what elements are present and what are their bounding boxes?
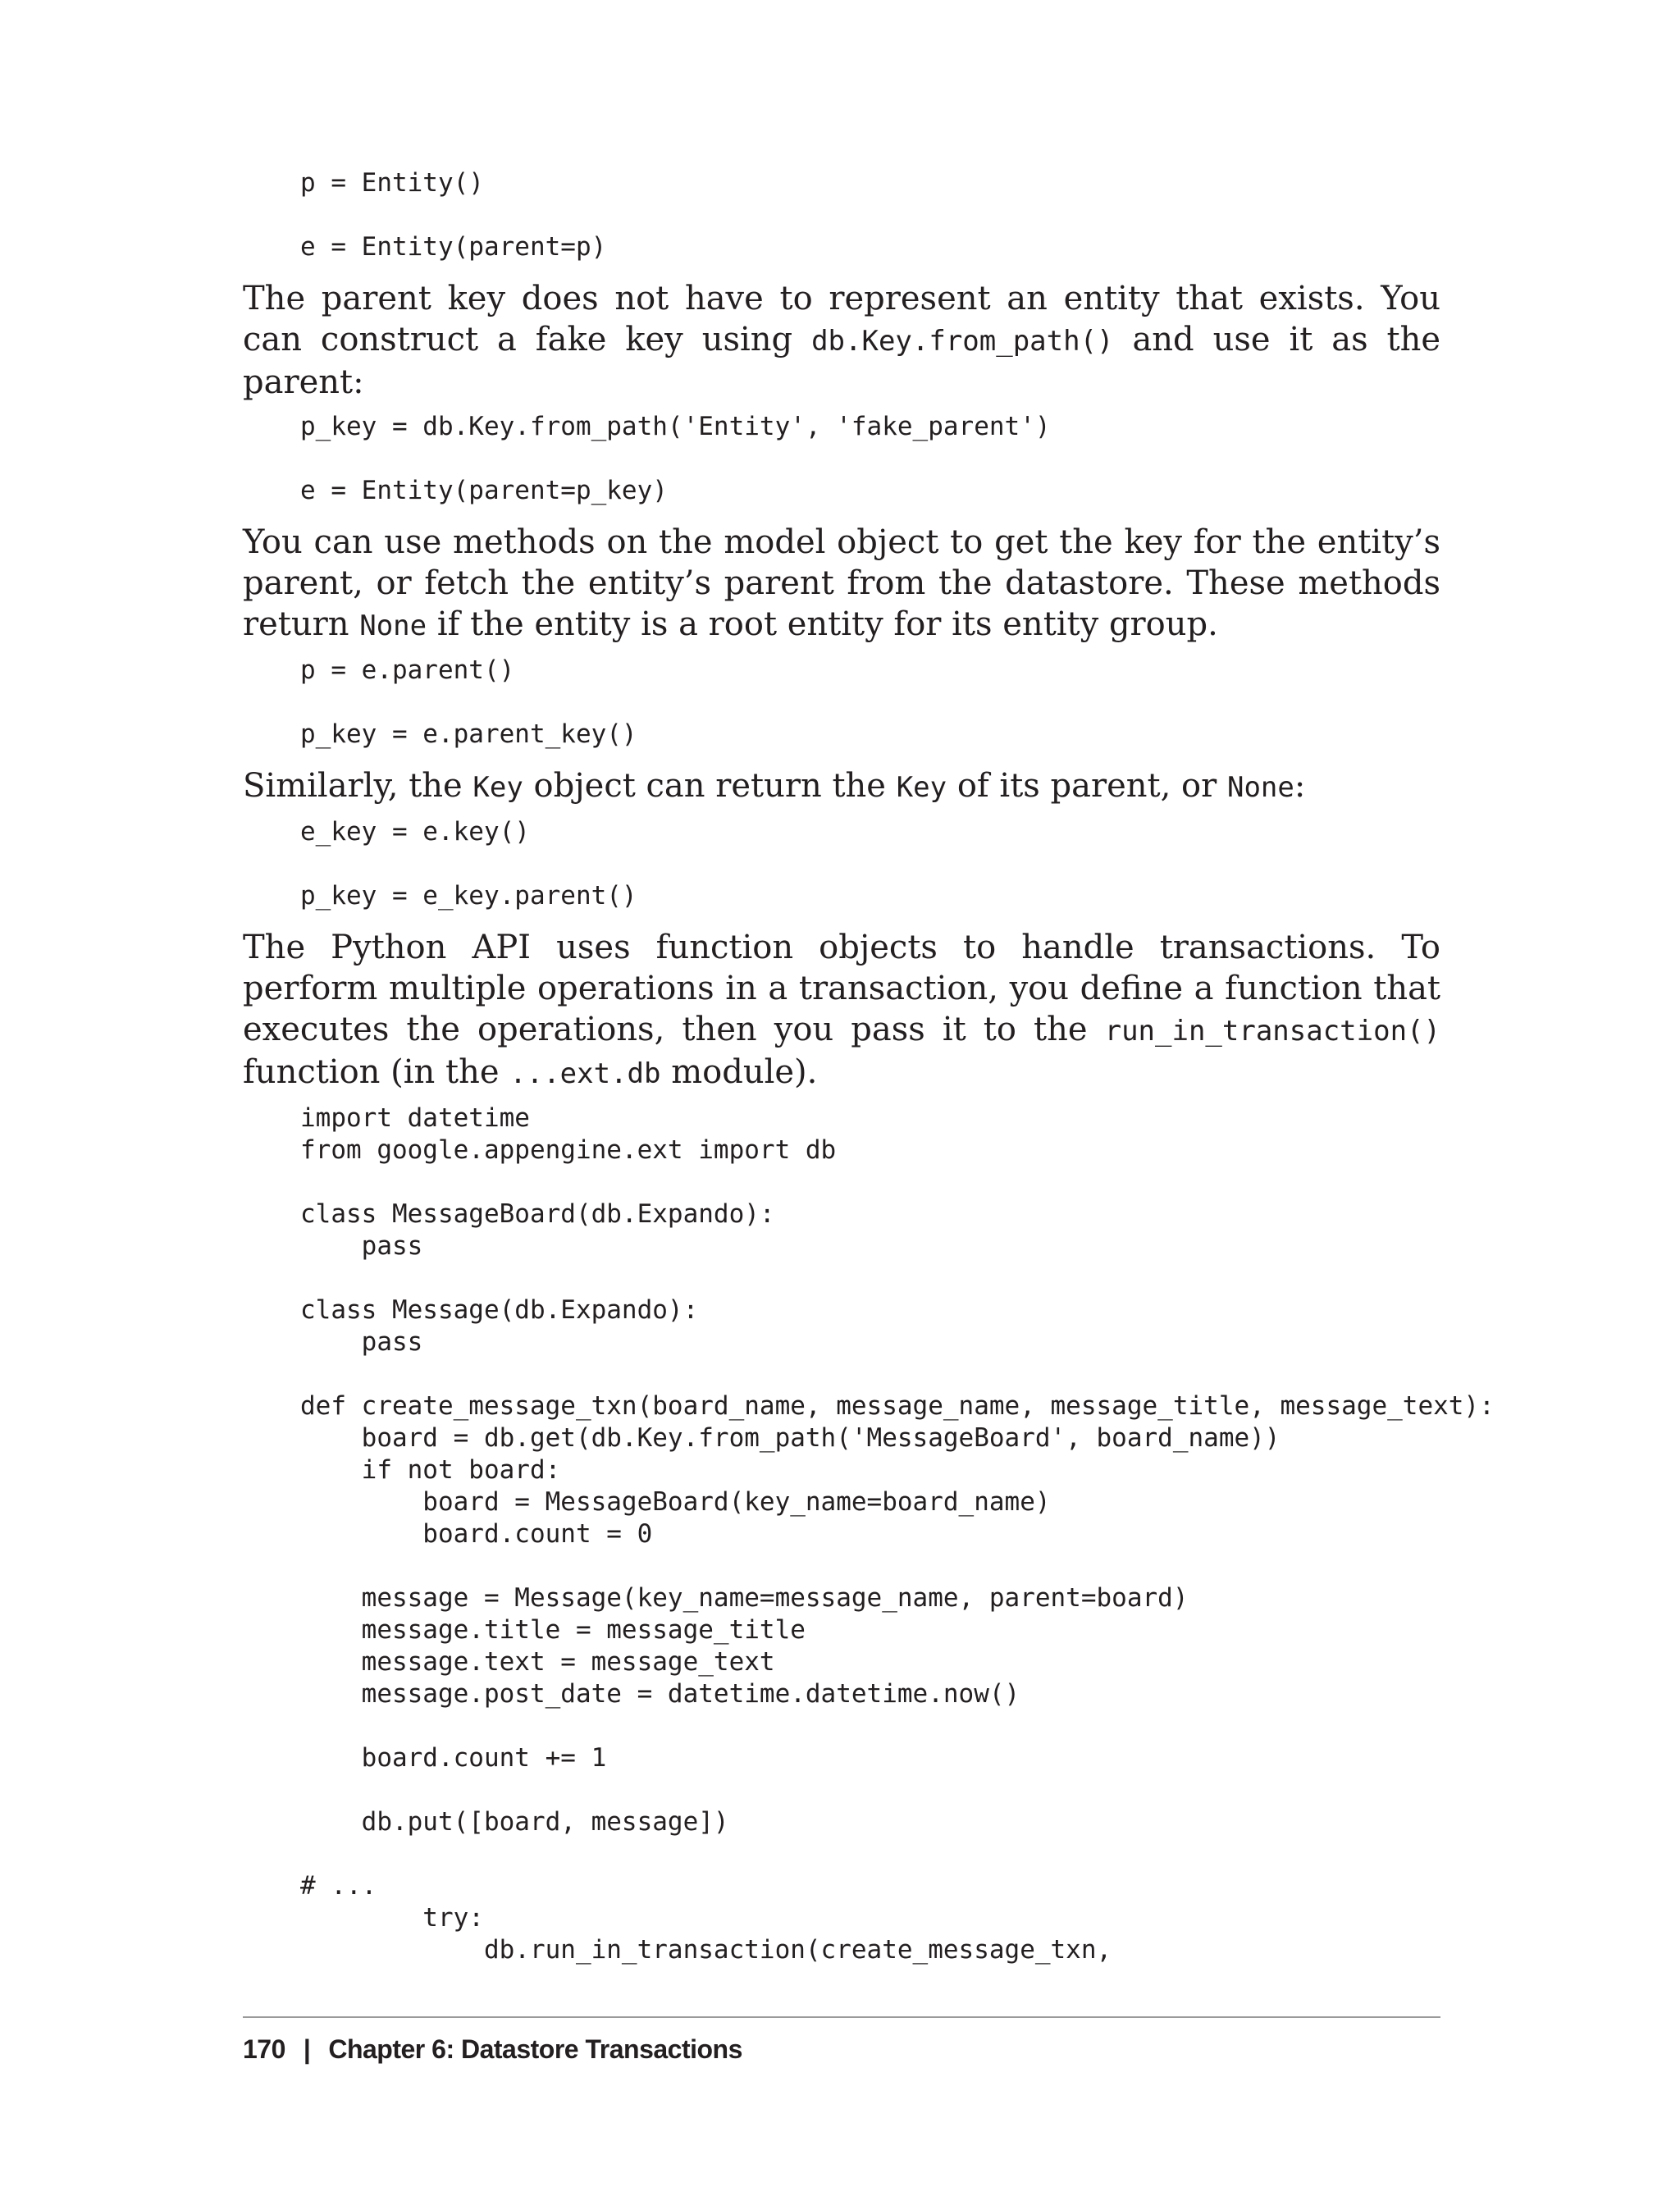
code-line: pass (300, 1327, 423, 1357)
code-line (300, 1166, 1440, 1198)
code-line: try: (300, 1903, 484, 1933)
code-line: e_key = e.key() (300, 817, 530, 847)
inline-code: ...ext.db (509, 1057, 661, 1090)
code-line (300, 848, 1440, 880)
code-line: message = Message(key_name=message_name, parent=board) (300, 1583, 1189, 1613)
code-line: def create_message_txn(board_name, message_name, message_title, message_text): (300, 1391, 1495, 1421)
inline-code: None (359, 609, 427, 642)
code-block-message-board (300, 1102, 1495, 1966)
inline-code: db.Key.from_path() (811, 325, 1114, 358)
code-line (300, 1262, 1440, 1294)
code-line: board = db.get(db.Key.from_path('MessageBoard', board_name)) (300, 1423, 1281, 1453)
code-line: message.text = message_text (300, 1647, 775, 1677)
code-line: board.count += 1 (300, 1743, 607, 1773)
footer-text (243, 2034, 1440, 2065)
code-line (300, 687, 1440, 719)
code-line: # ... (300, 1871, 377, 1901)
footer-separator: | (303, 2034, 311, 2064)
footer-divider (243, 2016, 1440, 2018)
code-block-fake-parent (300, 411, 1440, 507)
code-line: board = MessageBoard(key_name=board_name) (300, 1487, 1051, 1517)
paragraph-transactions: The Python API uses function objects to handle transactions. To perform multiple operations in a transaction, you define a function that executes the operations, then you pass it to the run_in_transaction() function (in the ...ext.db module). (243, 929, 1440, 1091)
code-block-entity-parent (300, 167, 1440, 263)
inline-code: None (1226, 771, 1294, 804)
inline-code: Key (472, 771, 523, 804)
code-line: p_key = e.parent_key() (300, 719, 637, 749)
code-block-parent-calls (300, 655, 1440, 751)
paragraph-fake-parent-key: The parent key does not have to represent an entity that exists. You can construct a fake key using db.Key.from_path() and use it as the parent: (243, 280, 1441, 401)
code-line: board.count = 0 (300, 1519, 653, 1549)
code-line: class MessageBoard(db.Expando): (300, 1199, 775, 1229)
code-line: p_key = e_key.parent() (300, 881, 637, 911)
paragraph-key-parent: Similarly, the Key object can return the Key of its parent, or None: (243, 767, 1306, 805)
inline-code: run_in_transaction() (1104, 1015, 1440, 1048)
chapter-title: Chapter 6: Datastore Transactions (328, 2034, 742, 2064)
code-line: message.post_date = datetime.datetime.now() (300, 1679, 1020, 1709)
code-line (300, 1838, 1440, 1870)
code-line: p_key = db.Key.from_path('Entity', 'fake_parent') (300, 412, 1051, 441)
code-line (300, 1358, 1440, 1390)
code-line: import datetime (300, 1103, 530, 1133)
inline-code: Key (896, 771, 947, 804)
code-line: p = Entity() (300, 168, 484, 198)
code-block-key-calls (300, 816, 1440, 912)
code-line (300, 1550, 1440, 1582)
paragraph-parent-methods: You can use methods on the model object to get the key for the entity’s parent, or fetch the entity’s parent from the datastore. These methods return None if the entity is a root entity for its entity group. (243, 523, 1440, 643)
code-line (300, 1710, 1440, 1742)
code-line: db.put([board, message]) (300, 1807, 729, 1837)
code-line (300, 1774, 1440, 1806)
page-footer (243, 2016, 1440, 2065)
page-body (243, 167, 1495, 1966)
code-line (300, 199, 1440, 231)
code-line: from google.appengine.ext import db (300, 1135, 837, 1165)
code-line: message.title = message_title (300, 1615, 806, 1645)
code-line: e = Entity(parent=p) (300, 232, 607, 262)
code-line: class Message(db.Expando): (300, 1295, 699, 1325)
code-line: p = e.parent() (300, 655, 515, 685)
code-line: pass (300, 1231, 423, 1261)
code-line: e = Entity(parent=p_key) (300, 476, 668, 505)
page-number: 170 (243, 2034, 285, 2064)
code-line: db.run_in_transaction(create_message_txn, (300, 1935, 1112, 1965)
code-line: if not board: (300, 1455, 561, 1485)
code-line (300, 443, 1440, 475)
